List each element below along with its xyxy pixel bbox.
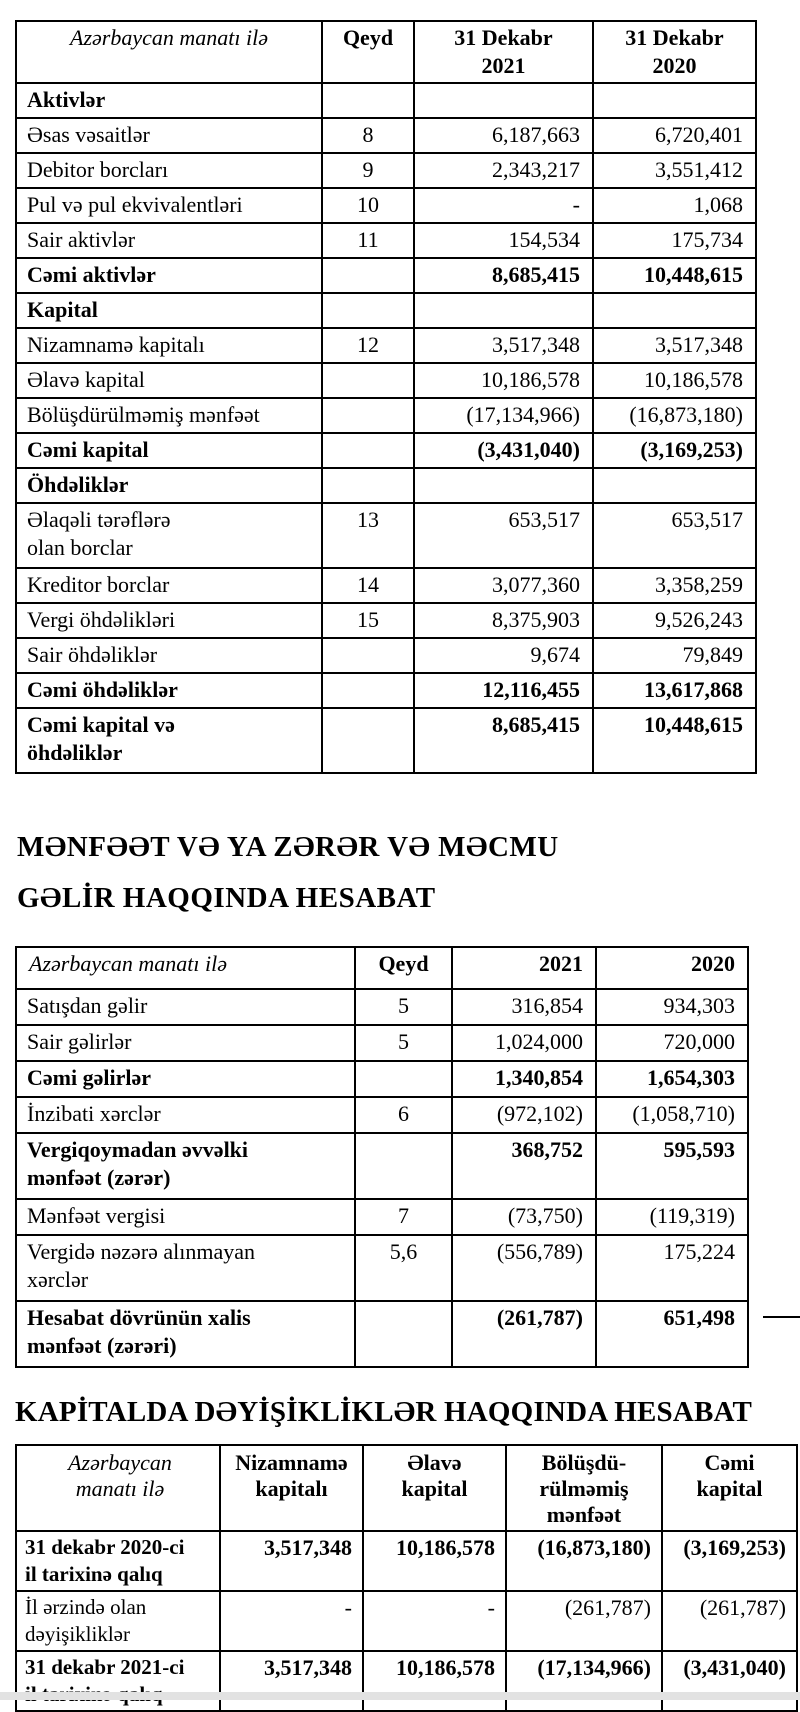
note-cell: 14	[322, 568, 414, 603]
total-row	[16, 673, 756, 708]
row-label-cell: Debitor borcları	[16, 153, 322, 188]
row-label-cell: Bölüşdürülməmiş mənfəət	[16, 398, 322, 433]
row-label-cell: Sair gəlirlər	[16, 1025, 355, 1061]
note-cell	[322, 363, 414, 398]
value-2020-cell: (3,169,253)	[593, 433, 756, 468]
column-header-2021-line2: 2021	[481, 53, 526, 78]
value-2020-cell: 3,358,259	[593, 568, 756, 603]
income-statement-title	[17, 822, 800, 924]
table-row	[16, 568, 756, 603]
share-capital-cell: 3,517,348	[220, 1531, 363, 1591]
row-label-cell	[16, 1591, 220, 1651]
row-label-line2: il tarixinə qalıq	[25, 1562, 163, 1586]
row-label-cell	[16, 1301, 355, 1367]
scanned-financial-statement-page	[0, 20, 800, 1700]
note-cell: 7	[355, 1199, 452, 1235]
value-2021-cell: 9,674	[414, 638, 593, 673]
currency-label-line1: Azərbaycan	[68, 1450, 172, 1475]
row-label-line2: xərclər	[27, 1267, 89, 1292]
value-2020-cell: 10,186,578	[593, 363, 756, 398]
empty-cell	[414, 83, 593, 118]
table-row	[16, 188, 756, 223]
additional-capital-header-line2: kapital	[401, 1476, 468, 1501]
note-cell	[322, 258, 414, 293]
note-cell: 13	[322, 503, 414, 568]
total-row	[16, 433, 756, 468]
table-row	[16, 328, 756, 363]
value-2021-cell: 2,343,217	[414, 153, 593, 188]
value-2021-cell: 10,186,578	[414, 363, 593, 398]
row-label-cell: Kreditor borclar	[16, 568, 322, 603]
value-2021-cell: 1,340,854	[452, 1061, 596, 1097]
row-label-cell: Cəmi öhdəliklər	[16, 673, 322, 708]
section-label: Kapital	[16, 293, 322, 328]
column-header-2020-line2: 2020	[652, 53, 697, 78]
value-2021-cell: -	[414, 188, 593, 223]
row-label-cell: Vergi öhdəlikləri	[16, 603, 322, 638]
row-label-cell: Mənfəət vergisi	[16, 1199, 355, 1235]
value-2021-cell: (73,750)	[452, 1199, 596, 1235]
empty-cell	[322, 83, 414, 118]
column-header-2021: 2021	[452, 947, 596, 989]
table-row	[16, 1025, 748, 1061]
value-2021-cell: (261,787)	[452, 1301, 596, 1367]
note-column-header: Qeyd	[322, 21, 414, 83]
column-header-2020	[593, 21, 756, 83]
note-cell	[322, 433, 414, 468]
row-label-line1: Cəmi kapital və	[27, 712, 175, 737]
column-header-2020-line1: 31 Dekabr	[625, 25, 724, 50]
value-2020-cell: 3,551,412	[593, 153, 756, 188]
share-capital-header-line2: kapitalı	[255, 1476, 328, 1501]
value-2020-cell: 720,000	[596, 1025, 748, 1061]
note-cell: 10	[322, 188, 414, 223]
total-capital-cell: (3,169,253)	[662, 1531, 797, 1591]
retained-earnings-cell: (261,787)	[506, 1591, 662, 1651]
row-label-cell: Sair öhdəliklər	[16, 638, 322, 673]
retained-earnings-cell: (16,873,180)	[506, 1531, 662, 1591]
row-label-cell: İnzibati xərclər	[16, 1097, 355, 1133]
column-header-additional-capital	[363, 1445, 506, 1531]
note-cell: 5	[355, 989, 452, 1025]
value-2021-cell: 8,375,903	[414, 603, 593, 638]
value-2020-cell: 175,224	[596, 1235, 748, 1301]
table-row	[16, 638, 756, 673]
empty-cell	[593, 293, 756, 328]
total-capital-cell: (3,431,040)	[662, 1651, 797, 1711]
row-label-cell	[16, 1235, 355, 1301]
section-row	[16, 468, 756, 503]
row-label-cell	[16, 503, 322, 568]
value-2021-cell: 1,024,000	[452, 1025, 596, 1061]
empty-cell	[593, 468, 756, 503]
note-cell: 8	[322, 118, 414, 153]
section-row	[16, 83, 756, 118]
row-label-line1: Hesabat dövrünün xalis	[27, 1305, 251, 1330]
row-label-line2: mənfəət (zərər)	[27, 1165, 171, 1190]
value-2021-cell: 8,685,415	[414, 708, 593, 773]
row-label-line1: Vergidə nəzərə alınmayan	[27, 1239, 256, 1264]
row-label-line1: 31 dekabr 2020-ci	[25, 1535, 185, 1559]
column-header-2021	[414, 21, 593, 83]
value-2021-cell: 12,116,455	[414, 673, 593, 708]
value-2021-cell: (972,102)	[452, 1097, 596, 1133]
value-2021-cell: (17,134,966)	[414, 398, 593, 433]
row-label-line2: mənfəət (zərəri)	[27, 1333, 177, 1358]
table-row	[16, 118, 756, 153]
row-label-cell: Cəmi gəlirlər	[16, 1061, 355, 1097]
retained-earnings-header-line1: Bölüşdü-	[541, 1450, 627, 1475]
empty-cell	[593, 83, 756, 118]
value-2021-cell: (3,431,040)	[414, 433, 593, 468]
currency-label: Azərbaycan manatı ilə	[16, 21, 322, 83]
note-cell	[355, 1061, 452, 1097]
note-cell	[355, 1133, 452, 1199]
value-2021-cell: 3,077,360	[414, 568, 593, 603]
note-cell	[322, 398, 414, 433]
table-row	[16, 989, 748, 1025]
note-cell: 6	[355, 1097, 452, 1133]
value-2020-cell: 3,517,348	[593, 328, 756, 363]
note-cell: 12	[322, 328, 414, 363]
table-row	[16, 363, 756, 398]
value-2020-cell: (1,058,710)	[596, 1097, 748, 1133]
row-label-cell: Cəmi kapital	[16, 433, 322, 468]
retained-earnings-header-line3: mənfəət	[546, 1502, 622, 1527]
value-2020-cell: (119,319)	[596, 1199, 748, 1235]
empty-cell	[414, 293, 593, 328]
column-header-share-capital	[220, 1445, 363, 1531]
additional-capital-cell: -	[363, 1591, 506, 1651]
equity-statement-table	[15, 1444, 798, 1712]
value-2021-cell: 316,854	[452, 989, 596, 1025]
total-capital-header-line1: Cəmi	[704, 1450, 755, 1475]
value-2020-cell: 934,303	[596, 989, 748, 1025]
row-label-line2: dəyişikliklər	[25, 1622, 130, 1646]
table-row	[16, 1651, 797, 1711]
note-cell: 9	[322, 153, 414, 188]
row-label-line1: 31 dekabr 2021-ci	[25, 1655, 185, 1679]
note-cell: 5,6	[355, 1235, 452, 1301]
currency-label	[16, 1445, 220, 1531]
page-edge-line-artifact	[763, 1316, 800, 1318]
value-2020-cell: 13,617,868	[593, 673, 756, 708]
row-label-cell: Cəmi aktivlər	[16, 258, 322, 293]
row-label-cell	[16, 1133, 355, 1199]
empty-cell	[322, 293, 414, 328]
note-cell: 11	[322, 223, 414, 258]
currency-label-line2: manatı ilə	[75, 1476, 165, 1501]
scan-bottom-edge	[0, 1692, 800, 1700]
value-2021-cell: (556,789)	[452, 1235, 596, 1301]
empty-cell	[322, 468, 414, 503]
row-label-cell: Pul və pul ekvivalentləri	[16, 188, 322, 223]
total-row	[16, 708, 756, 773]
row-label-cell: Əlavə kapital	[16, 363, 322, 398]
retained-earnings-header-line2: rülməmiş	[539, 1476, 629, 1501]
total-capital-cell: (261,787)	[662, 1591, 797, 1651]
row-label-cell: Sair aktivlər	[16, 223, 322, 258]
value-2020-cell: 1,068	[593, 188, 756, 223]
table-row	[16, 503, 756, 568]
additional-capital-cell: 10,186,578	[363, 1531, 506, 1591]
row-label-line1: Vergiqoymadan əvvəlki	[27, 1137, 249, 1162]
value-2020-cell: 10,448,615	[593, 258, 756, 293]
section-label: Aktivlər	[16, 83, 322, 118]
row-label-cell: Nizamnamə kapitalı	[16, 328, 322, 363]
value-2021-cell: 8,685,415	[414, 258, 593, 293]
value-2020-cell: 175,734	[593, 223, 756, 258]
row-label-cell	[16, 1531, 220, 1591]
additional-capital-cell: 10,186,578	[363, 1651, 506, 1711]
equity-statement-header-row	[16, 1445, 797, 1531]
value-2021-cell: 154,534	[414, 223, 593, 258]
table-row	[16, 223, 756, 258]
value-2020-cell: 653,517	[593, 503, 756, 568]
row-label-line2: olan borclar	[27, 535, 133, 560]
column-header-total-capital	[662, 1445, 797, 1531]
total-row	[16, 258, 756, 293]
value-2020-cell: 651,498	[596, 1301, 748, 1367]
share-capital-cell: 3,517,348	[220, 1651, 363, 1711]
note-cell	[322, 638, 414, 673]
row-label-line1: İl ərzində olan	[25, 1595, 147, 1619]
row-label-line1: Əlaqəli tərəflərə	[27, 507, 171, 532]
row-label-cell	[16, 1651, 220, 1711]
income-statement-title-line2: GƏLİR HAQQINDA HESABAT	[17, 882, 436, 914]
table-row	[16, 1591, 797, 1651]
additional-capital-header-line1: Əlavə	[407, 1450, 462, 1475]
income-statement-table	[15, 946, 749, 1368]
note-cell	[355, 1301, 452, 1367]
value-2021-cell: 6,187,663	[414, 118, 593, 153]
table-row	[16, 1199, 748, 1235]
note-cell	[322, 673, 414, 708]
balance-sheet-header-row	[16, 21, 756, 83]
retained-earnings-cell: (17,134,966)	[506, 1651, 662, 1711]
total-capital-header-line2: kapital	[696, 1476, 763, 1501]
table-row	[16, 1531, 797, 1591]
column-header-retained-earnings	[506, 1445, 662, 1531]
total-row	[16, 1133, 748, 1199]
section-label: Öhdəliklər	[16, 468, 322, 503]
share-capital-cell: -	[220, 1591, 363, 1651]
row-label-cell	[16, 708, 322, 773]
total-row	[16, 1301, 748, 1367]
row-label-line2: öhdəliklər	[27, 740, 123, 765]
table-row	[16, 398, 756, 433]
column-header-2020: 2020	[596, 947, 748, 989]
currency-label: Azərbaycan manatı ilə	[16, 947, 355, 989]
note-column-header: Qeyd	[355, 947, 452, 989]
empty-cell	[414, 468, 593, 503]
note-cell: 15	[322, 603, 414, 638]
share-capital-header-line1: Nizamnamə	[235, 1450, 348, 1475]
value-2020-cell: 595,593	[596, 1133, 748, 1199]
balance-sheet-table	[15, 20, 757, 774]
equity-statement-title: KAPİTALDA DƏYİŞİKLİKLƏR HAQQINDA HESABAT	[15, 1396, 753, 1428]
total-row	[16, 1061, 748, 1097]
value-2020-cell: 6,720,401	[593, 118, 756, 153]
income-statement-title-line1: MƏNFƏƏT VƏ YA ZƏRƏR VƏ MƏCMU	[17, 831, 559, 863]
value-2021-cell: 3,517,348	[414, 328, 593, 363]
value-2021-cell: 368,752	[452, 1133, 596, 1199]
value-2020-cell: 1,654,303	[596, 1061, 748, 1097]
table-row	[16, 153, 756, 188]
note-cell	[322, 708, 414, 773]
row-label-cell: Satışdan gəlir	[16, 989, 355, 1025]
note-cell: 5	[355, 1025, 452, 1061]
table-row	[16, 603, 756, 638]
value-2020-cell: 10,448,615	[593, 708, 756, 773]
value-2020-cell: 79,849	[593, 638, 756, 673]
section-row	[16, 293, 756, 328]
table-row	[16, 1097, 748, 1133]
column-header-2021-line1: 31 Dekabr	[454, 25, 553, 50]
value-2020-cell: 9,526,243	[593, 603, 756, 638]
income-statement-header-row	[16, 947, 748, 989]
row-label-cell: Əsas vəsaitlər	[16, 118, 322, 153]
value-2021-cell: 653,517	[414, 503, 593, 568]
value-2020-cell: (16,873,180)	[593, 398, 756, 433]
table-row	[16, 1235, 748, 1301]
